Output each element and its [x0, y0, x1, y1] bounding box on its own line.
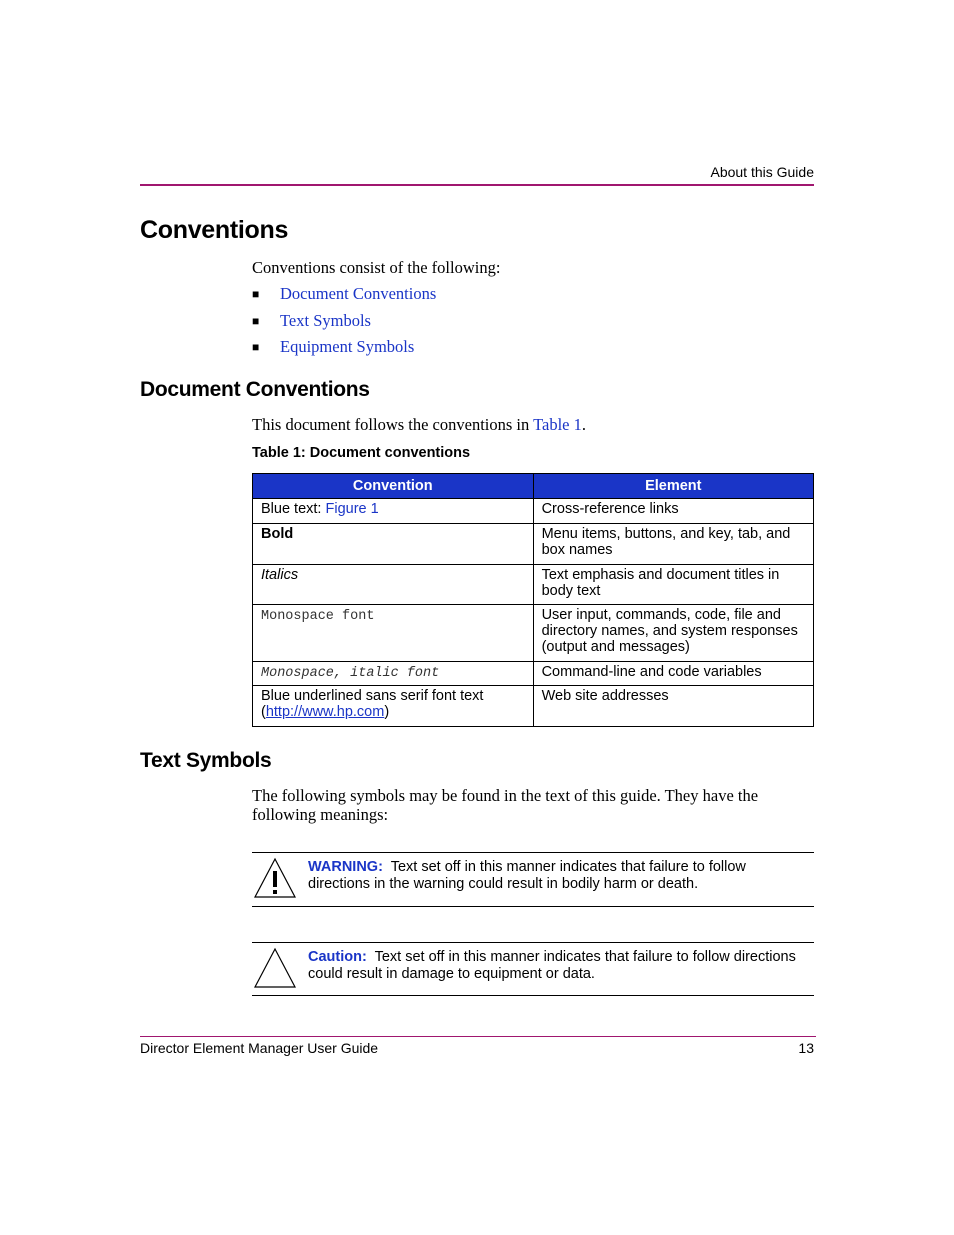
table-caption: Table 1: Document conventions [252, 445, 471, 461]
column-header-convention: Convention [253, 474, 534, 499]
convention-cell: Monospace, italic font [253, 662, 534, 686]
element-cell: Text emphasis and document titles in body text [533, 565, 813, 605]
caution-note [308, 949, 808, 983]
element-cell: Web site addresses [533, 686, 813, 727]
page-number: 13 [798, 1040, 814, 1056]
link-text-symbols[interactable]: Text Symbols [280, 311, 371, 330]
table-row [253, 662, 814, 686]
link-table-1[interactable]: Table 1 [533, 415, 582, 434]
intro-text: This document follows the conventions in [252, 415, 534, 434]
table-row [253, 524, 814, 565]
intro-period: . [581, 415, 587, 434]
header-rule [140, 184, 814, 186]
cell-text: Blue underlined sans serif font text [261, 688, 484, 704]
convention-cell: Bold [253, 524, 534, 565]
running-header: About this Guide [710, 164, 814, 180]
cell-text: Blue text: [261, 501, 326, 517]
element-cell: Menu items, buttons, and key, tab, and box names [533, 524, 813, 565]
bullet-glyph: ■ [252, 340, 260, 354]
paren-close: ) [384, 704, 390, 720]
warning-label: WARNING: [308, 859, 383, 875]
footer-rule [140, 1036, 816, 1037]
bullet-glyph: ■ [252, 314, 260, 328]
caution-label: Caution: [308, 949, 367, 965]
convention-cell [253, 499, 534, 524]
table-row [253, 565, 814, 605]
link-document-conventions[interactable]: Document Conventions [280, 284, 437, 303]
warning-note [308, 859, 808, 893]
column-header-element: Element [533, 474, 813, 499]
warning-icon [253, 856, 297, 905]
conventions-intro: Conventions consist of the following: [252, 258, 501, 277]
warning-top-rule [252, 852, 814, 853]
table-row [253, 499, 814, 524]
section-heading-text-symbols: Text Symbols [140, 749, 272, 772]
caution-icon [253, 946, 297, 995]
link-figure-1[interactable]: Figure 1 [325, 501, 379, 517]
document-conventions-table [252, 473, 814, 727]
bullet-glyph: ■ [252, 287, 260, 301]
element-cell: User input, commands, code, file and directory names, and system responses (output and messages) [533, 605, 813, 662]
document-conventions-intro [252, 415, 586, 435]
caution-top-rule [252, 942, 814, 943]
convention-cell: Italics [253, 565, 534, 605]
warning-text: Text set off in this manner indicates that failure to follow directions in the warning could result in bodily harm or death. [308, 859, 746, 892]
page-title: Conventions [140, 216, 289, 244]
text-symbols-intro: The following symbols may be found in the text of this guide. They have the following meanings: [252, 786, 759, 824]
convention-cell [253, 686, 534, 727]
table-header-row [253, 474, 814, 499]
element-cell: Command-line and code variables [533, 662, 813, 686]
table-row [253, 686, 814, 727]
footer-guide-title: Director Element Manager User Guide [140, 1040, 379, 1056]
section-heading-document-conventions: Document Conventions [140, 378, 370, 401]
paren-open: ( [261, 704, 266, 720]
convention-cell: Monospace font [253, 605, 534, 662]
link-equipment-symbols[interactable]: Equipment Symbols [280, 337, 415, 356]
table-row [253, 605, 814, 662]
caution-text: Text set off in this manner indicates that failure to follow directions could result in damage to equipment or data. [308, 949, 796, 982]
element-cell: Cross-reference links [533, 499, 813, 524]
link-hp-website[interactable]: http://www.hp.com [265, 704, 385, 720]
caution-bottom-rule [252, 995, 814, 996]
warning-bottom-rule [252, 906, 814, 907]
